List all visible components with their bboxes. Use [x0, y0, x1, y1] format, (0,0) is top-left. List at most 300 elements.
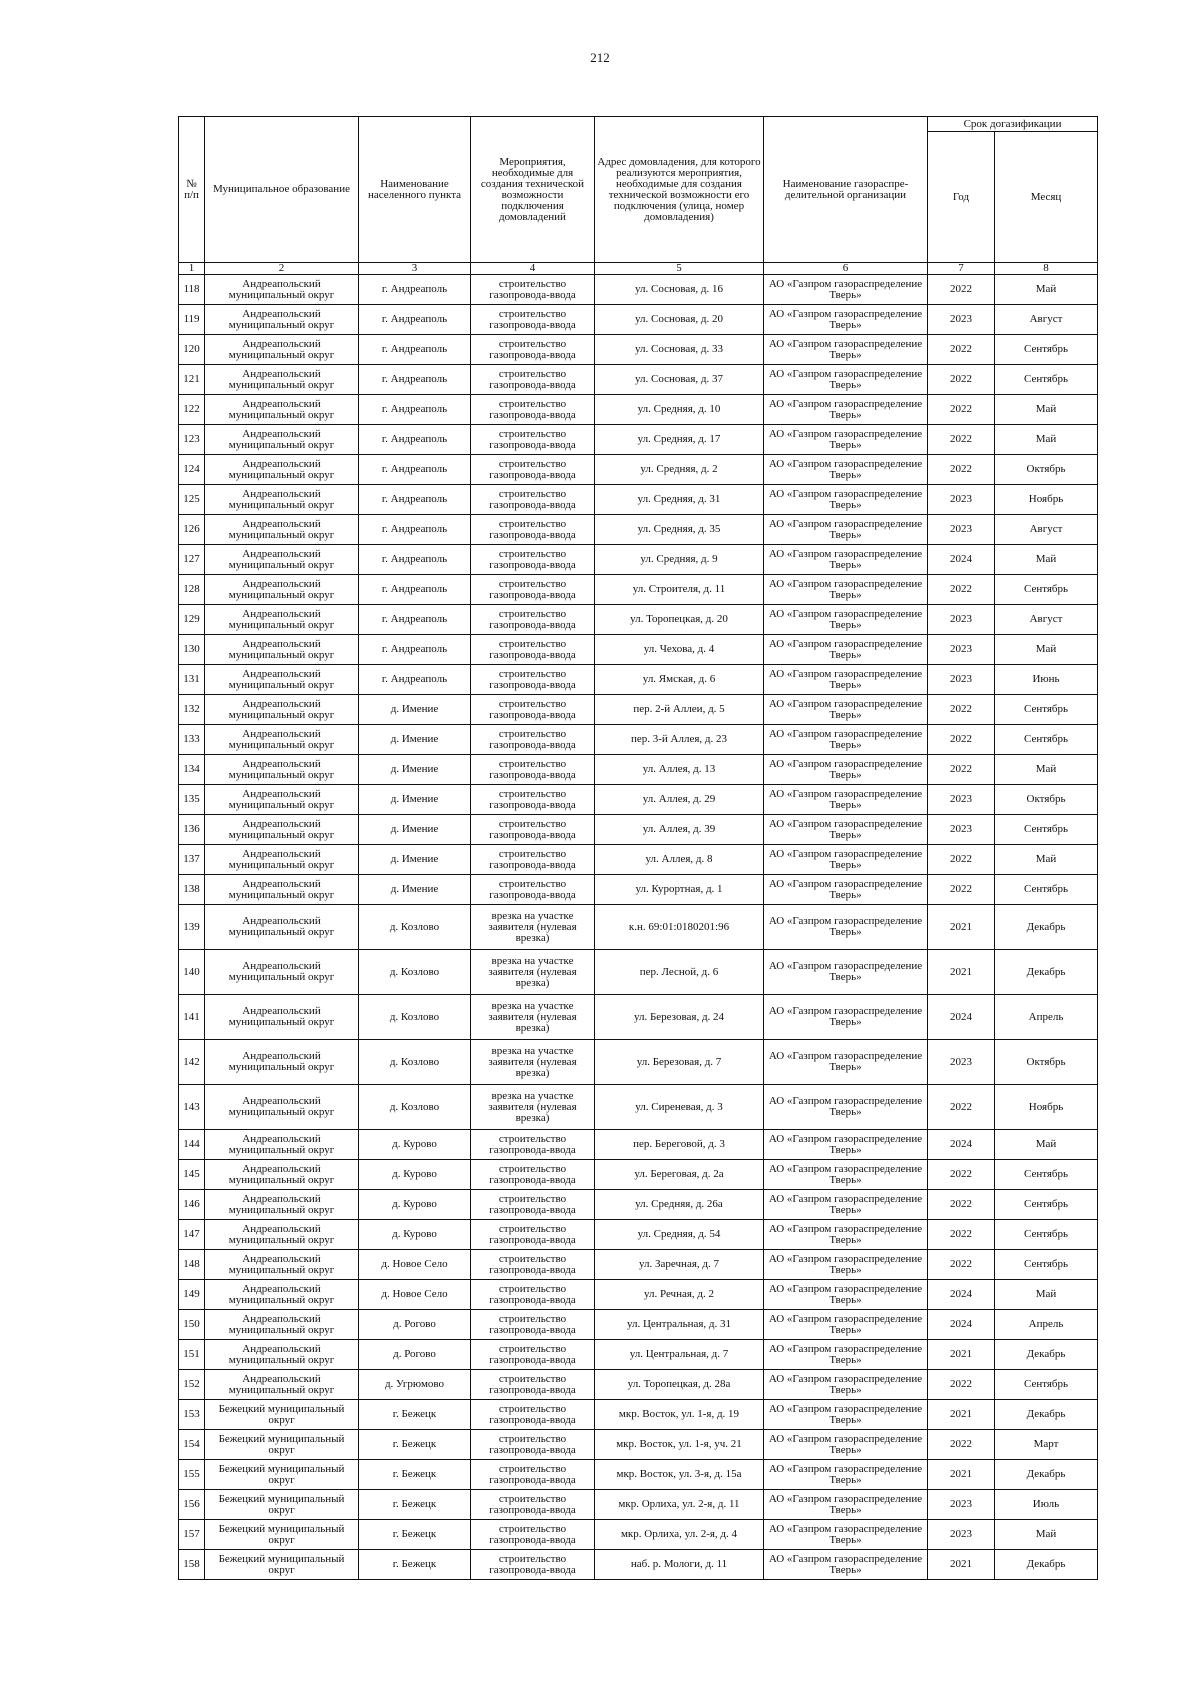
- address-cell: ул. Заречная, д. 7: [595, 1250, 764, 1280]
- month-cell: Октябрь: [995, 785, 1098, 815]
- table-row: [179, 1520, 1098, 1550]
- org-cell: АО «Газпром газораспределение Тверь»: [764, 1340, 928, 1370]
- table-row: [179, 1370, 1098, 1400]
- year-cell: 2022: [928, 365, 995, 395]
- works-cell: строительство газопровода-ввода: [471, 665, 595, 695]
- settlement-cell: г. Бежецк: [359, 1490, 471, 1520]
- address-cell: ул. Средняя, д. 35: [595, 515, 764, 545]
- table-row: [179, 725, 1098, 755]
- year-cell: 2023: [928, 305, 995, 335]
- month-cell: Май: [995, 425, 1098, 455]
- municipality-cell: Андреапольский муниципальный округ: [205, 1190, 359, 1220]
- org-cell: АО «Газпром газораспределение Тверь»: [764, 695, 928, 725]
- works-cell: строительство газопровода-ввода: [471, 785, 595, 815]
- table-row: [179, 1040, 1098, 1085]
- works-cell: строительство газопровода-ввода: [471, 1160, 595, 1190]
- works-cell: строительство газопровода-ввода: [471, 365, 595, 395]
- table-row: [179, 365, 1098, 395]
- settlement-cell: д. Имение: [359, 695, 471, 725]
- municipality-cell: Андреапольский муниципальный округ: [205, 1280, 359, 1310]
- municipality-cell: Андреапольский муниципальный округ: [205, 395, 359, 425]
- address-cell: мкр. Орлиха, ул. 2-я, д. 4: [595, 1520, 764, 1550]
- header-org: Наименование газораспре-делительной организации: [764, 117, 928, 263]
- year-cell: 2022: [928, 335, 995, 365]
- table-row: [179, 425, 1098, 455]
- municipality-cell: Андреапольский муниципальный округ: [205, 1220, 359, 1250]
- table-row: [179, 545, 1098, 575]
- municipality-cell: Андреапольский муниципальный округ: [205, 335, 359, 365]
- municipality-cell: Андреапольский муниципальный округ: [205, 995, 359, 1040]
- municipality-cell: Андреапольский муниципальный округ: [205, 515, 359, 545]
- row-number: 147: [179, 1220, 205, 1250]
- row-number: 140: [179, 950, 205, 995]
- table-row: [179, 1430, 1098, 1460]
- org-cell: АО «Газпром газораспределение Тверь»: [764, 425, 928, 455]
- settlement-cell: д. Козлово: [359, 995, 471, 1040]
- works-cell: строительство газопровода-ввода: [471, 635, 595, 665]
- address-cell: мкр. Восток, ул. 1-я, уч. 21: [595, 1430, 764, 1460]
- settlement-cell: г. Андреаполь: [359, 665, 471, 695]
- org-cell: АО «Газпром газораспределение Тверь»: [764, 1400, 928, 1430]
- month-cell: Июль: [995, 1490, 1098, 1520]
- org-cell: АО «Газпром газораспределение Тверь»: [764, 455, 928, 485]
- works-cell: строительство газопровода-ввода: [471, 1280, 595, 1310]
- month-cell: Сентябрь: [995, 1190, 1098, 1220]
- settlement-cell: д. Имение: [359, 755, 471, 785]
- settlement-cell: г. Бежецк: [359, 1400, 471, 1430]
- gasification-table: [178, 116, 1098, 1580]
- municipality-cell: Андреапольский муниципальный округ: [205, 1085, 359, 1130]
- settlement-cell: д. Имение: [359, 875, 471, 905]
- settlement-cell: д. Козлово: [359, 905, 471, 950]
- month-cell: Сентябрь: [995, 1250, 1098, 1280]
- row-number: 123: [179, 425, 205, 455]
- settlement-cell: г. Андреаполь: [359, 335, 471, 365]
- works-cell: врезка на участке заявителя (нулевая врезка): [471, 995, 595, 1040]
- org-cell: АО «Газпром газораспределение Тверь»: [764, 785, 928, 815]
- address-cell: ул. Аллея, д. 29: [595, 785, 764, 815]
- row-number: 149: [179, 1280, 205, 1310]
- month-cell: Сентябрь: [995, 815, 1098, 845]
- year-cell: 2021: [928, 1400, 995, 1430]
- year-cell: 2023: [928, 785, 995, 815]
- year-cell: 2022: [928, 725, 995, 755]
- year-cell: 2023: [928, 815, 995, 845]
- works-cell: врезка на участке заявителя (нулевая врезка): [471, 1040, 595, 1085]
- month-cell: Ноябрь: [995, 1085, 1098, 1130]
- header-settlement: Наименование населенного пункта: [359, 117, 471, 263]
- org-cell: АО «Газпром газораспределение Тверь»: [764, 1370, 928, 1400]
- row-number: 126: [179, 515, 205, 545]
- row-number: 130: [179, 635, 205, 665]
- column-number: 7: [928, 263, 995, 275]
- month-cell: Сентябрь: [995, 365, 1098, 395]
- settlement-cell: г. Бежецк: [359, 1460, 471, 1490]
- row-number: 122: [179, 395, 205, 425]
- address-cell: ул. Сосновая, д. 37: [595, 365, 764, 395]
- settlement-cell: д. Новое Село: [359, 1280, 471, 1310]
- table-header: [179, 117, 1098, 275]
- municipality-cell: Андреапольский муниципальный округ: [205, 815, 359, 845]
- month-cell: Май: [995, 545, 1098, 575]
- year-cell: 2022: [928, 755, 995, 785]
- row-number: 128: [179, 575, 205, 605]
- municipality-cell: Андреапольский муниципальный округ: [205, 1370, 359, 1400]
- works-cell: строительство газопровода-ввода: [471, 1250, 595, 1280]
- municipality-cell: Андреапольский муниципальный округ: [205, 425, 359, 455]
- month-cell: Сентябрь: [995, 875, 1098, 905]
- municipality-cell: Андреапольский муниципальный округ: [205, 1310, 359, 1340]
- settlement-cell: г. Бежецк: [359, 1430, 471, 1460]
- municipality-cell: Андреапольский муниципальный округ: [205, 1130, 359, 1160]
- municipality-cell: Андреапольский муниципальный округ: [205, 725, 359, 755]
- municipality-cell: Андреапольский муниципальный округ: [205, 950, 359, 995]
- works-cell: строительство газопровода-ввода: [471, 1550, 595, 1580]
- column-number: 5: [595, 263, 764, 275]
- row-number: 145: [179, 1160, 205, 1190]
- year-cell: 2022: [928, 875, 995, 905]
- year-cell: 2022: [928, 1190, 995, 1220]
- municipality-cell: Андреапольский муниципальный округ: [205, 665, 359, 695]
- month-cell: Декабрь: [995, 905, 1098, 950]
- works-cell: строительство газопровода-ввода: [471, 335, 595, 365]
- year-cell: 2024: [928, 1280, 995, 1310]
- row-number: 132: [179, 695, 205, 725]
- header-term-group: Срок догазификации: [928, 117, 1098, 132]
- org-cell: АО «Газпром газораспределение Тверь»: [764, 1520, 928, 1550]
- year-cell: 2023: [928, 515, 995, 545]
- address-cell: ул. Сиреневая, д. 3: [595, 1085, 764, 1130]
- year-cell: 2022: [928, 425, 995, 455]
- address-cell: ул. Чехова, д. 4: [595, 635, 764, 665]
- month-cell: Сентябрь: [995, 725, 1098, 755]
- year-cell: 2022: [928, 1160, 995, 1190]
- address-cell: ул. Средняя, д. 9: [595, 545, 764, 575]
- org-cell: АО «Газпром газораспределение Тверь»: [764, 1085, 928, 1130]
- settlement-cell: г. Андреаполь: [359, 485, 471, 515]
- year-cell: 2021: [928, 950, 995, 995]
- address-cell: ул. Средняя, д. 54: [595, 1220, 764, 1250]
- org-cell: АО «Газпром газораспределение Тверь»: [764, 1460, 928, 1490]
- year-cell: 2022: [928, 1430, 995, 1460]
- column-number: 2: [205, 263, 359, 275]
- settlement-cell: г. Андреаполь: [359, 365, 471, 395]
- month-cell: Май: [995, 755, 1098, 785]
- address-cell: наб. р. Мологи, д. 11: [595, 1550, 764, 1580]
- municipality-cell: Бежецкий муниципальный округ: [205, 1400, 359, 1430]
- year-cell: 2021: [928, 1550, 995, 1580]
- year-cell: 2022: [928, 695, 995, 725]
- settlement-cell: д. Угрюмово: [359, 1370, 471, 1400]
- address-cell: ул. Средняя, д. 2: [595, 455, 764, 485]
- address-cell: ул. Средняя, д. 31: [595, 485, 764, 515]
- row-number: 155: [179, 1460, 205, 1490]
- year-cell: 2023: [928, 485, 995, 515]
- settlement-cell: д. Рогово: [359, 1340, 471, 1370]
- row-number: 139: [179, 905, 205, 950]
- year-cell: 2021: [928, 905, 995, 950]
- month-cell: Август: [995, 305, 1098, 335]
- works-cell: строительство газопровода-ввода: [471, 725, 595, 755]
- settlement-cell: д. Рогово: [359, 1310, 471, 1340]
- address-cell: ул. Торопецкая, д. 28а: [595, 1370, 764, 1400]
- settlement-cell: д. Козлово: [359, 1040, 471, 1085]
- table-row: [179, 1490, 1098, 1520]
- month-cell: Ноябрь: [995, 485, 1098, 515]
- year-cell: 2024: [928, 1310, 995, 1340]
- row-number: 143: [179, 1085, 205, 1130]
- row-number: 137: [179, 845, 205, 875]
- municipality-cell: Андреапольский муниципальный округ: [205, 365, 359, 395]
- month-cell: Май: [995, 395, 1098, 425]
- year-cell: 2021: [928, 1460, 995, 1490]
- address-cell: ул. Строителя, д. 11: [595, 575, 764, 605]
- works-cell: строительство газопровода-ввода: [471, 485, 595, 515]
- page-number: 212: [590, 50, 610, 65]
- row-number: 152: [179, 1370, 205, 1400]
- month-cell: Май: [995, 1280, 1098, 1310]
- municipality-cell: Андреапольский муниципальный округ: [205, 1250, 359, 1280]
- year-cell: 2022: [928, 1370, 995, 1400]
- month-cell: Декабрь: [995, 1400, 1098, 1430]
- settlement-cell: д. Имение: [359, 845, 471, 875]
- works-cell: строительство газопровода-ввода: [471, 425, 595, 455]
- municipality-cell: Андреапольский муниципальный округ: [205, 455, 359, 485]
- org-cell: АО «Газпром газораспределение Тверь»: [764, 950, 928, 995]
- address-cell: ул. Березовая, д. 24: [595, 995, 764, 1040]
- month-cell: Декабрь: [995, 1460, 1098, 1490]
- address-cell: ул. Торопецкая, д. 20: [595, 605, 764, 635]
- table-row: [179, 515, 1098, 545]
- works-cell: строительство газопровода-ввода: [471, 1190, 595, 1220]
- table-row: [179, 815, 1098, 845]
- works-cell: строительство газопровода-ввода: [471, 575, 595, 605]
- municipality-cell: Андреапольский муниципальный округ: [205, 635, 359, 665]
- row-number: 131: [179, 665, 205, 695]
- address-cell: пер. 2-й Аллеи, д. 5: [595, 695, 764, 725]
- month-cell: Сентябрь: [995, 1220, 1098, 1250]
- table-row: [179, 875, 1098, 905]
- row-number: 124: [179, 455, 205, 485]
- table-row: [179, 1550, 1098, 1580]
- org-cell: АО «Газпром газораспределение Тверь»: [764, 605, 928, 635]
- table-row: [179, 950, 1098, 995]
- row-number: 158: [179, 1550, 205, 1580]
- table-row: [179, 575, 1098, 605]
- row-number: 148: [179, 1250, 205, 1280]
- year-cell: 2023: [928, 1040, 995, 1085]
- municipality-cell: Андреапольский муниципальный округ: [205, 575, 359, 605]
- column-number-row: [179, 263, 1098, 275]
- month-cell: Август: [995, 605, 1098, 635]
- table-row: [179, 1460, 1098, 1490]
- works-cell: строительство газопровода-ввода: [471, 1130, 595, 1160]
- settlement-cell: г. Андреаполь: [359, 425, 471, 455]
- works-cell: строительство газопровода-ввода: [471, 845, 595, 875]
- municipality-cell: Андреапольский муниципальный округ: [205, 305, 359, 335]
- row-number: 121: [179, 365, 205, 395]
- table-row: [179, 1310, 1098, 1340]
- month-cell: Сентябрь: [995, 695, 1098, 725]
- month-cell: Декабрь: [995, 1340, 1098, 1370]
- month-cell: Декабрь: [995, 1550, 1098, 1580]
- address-cell: пер. Лесной, д. 6: [595, 950, 764, 995]
- works-cell: строительство газопровода-ввода: [471, 755, 595, 785]
- month-cell: Апрель: [995, 1310, 1098, 1340]
- works-cell: строительство газопровода-ввода: [471, 1310, 595, 1340]
- org-cell: АО «Газпром газораспределение Тверь»: [764, 905, 928, 950]
- year-cell: 2023: [928, 665, 995, 695]
- works-cell: строительство газопровода-ввода: [471, 695, 595, 725]
- row-number: 150: [179, 1310, 205, 1340]
- address-cell: ул. Аллея, д. 13: [595, 755, 764, 785]
- org-cell: АО «Газпром газораспределение Тверь»: [764, 515, 928, 545]
- address-cell: ул. Березовая, д. 7: [595, 1040, 764, 1085]
- address-cell: ул. Аллея, д. 39: [595, 815, 764, 845]
- org-cell: АО «Газпром газораспределение Тверь»: [764, 845, 928, 875]
- table-row: [179, 1340, 1098, 1370]
- month-cell: Май: [995, 275, 1098, 305]
- table-row: [179, 755, 1098, 785]
- table-row: [179, 1220, 1098, 1250]
- org-cell: АО «Газпром газораспределение Тверь»: [764, 1190, 928, 1220]
- address-cell: ул. Сосновая, д. 33: [595, 335, 764, 365]
- row-number: 156: [179, 1490, 205, 1520]
- municipality-cell: Андреапольский муниципальный округ: [205, 605, 359, 635]
- table-row: [179, 395, 1098, 425]
- row-number: 129: [179, 605, 205, 635]
- works-cell: строительство газопровода-ввода: [471, 1490, 595, 1520]
- org-cell: АО «Газпром газораспределение Тверь»: [764, 545, 928, 575]
- settlement-cell: г. Андреаполь: [359, 275, 471, 305]
- row-number: 135: [179, 785, 205, 815]
- header-no: № п/п: [179, 117, 205, 263]
- table-row: [179, 275, 1098, 305]
- month-cell: Декабрь: [995, 950, 1098, 995]
- year-cell: 2023: [928, 635, 995, 665]
- org-cell: АО «Газпром газораспределение Тверь»: [764, 1310, 928, 1340]
- org-cell: АО «Газпром газораспределение Тверь»: [764, 875, 928, 905]
- municipality-cell: Бежецкий муниципальный округ: [205, 1520, 359, 1550]
- row-number: 154: [179, 1430, 205, 1460]
- settlement-cell: д. Имение: [359, 725, 471, 755]
- table-row: [179, 1085, 1098, 1130]
- works-cell: строительство газопровода-ввода: [471, 605, 595, 635]
- works-cell: строительство газопровода-ввода: [471, 1220, 595, 1250]
- address-cell: пер. Береговой, д. 3: [595, 1130, 764, 1160]
- month-cell: Май: [995, 1520, 1098, 1550]
- month-cell: Июнь: [995, 665, 1098, 695]
- settlement-cell: д. Козлово: [359, 1085, 471, 1130]
- org-cell: АО «Газпром газораспределение Тверь»: [764, 1280, 928, 1310]
- row-number: 125: [179, 485, 205, 515]
- row-number: 118: [179, 275, 205, 305]
- column-number: 3: [359, 263, 471, 275]
- year-cell: 2022: [928, 1220, 995, 1250]
- table-row: [179, 845, 1098, 875]
- works-cell: врезка на участке заявителя (нулевая врезка): [471, 950, 595, 995]
- municipality-cell: Андреапольский муниципальный округ: [205, 1160, 359, 1190]
- row-number: 153: [179, 1400, 205, 1430]
- row-number: 142: [179, 1040, 205, 1085]
- table-row: [179, 305, 1098, 335]
- year-cell: 2021: [928, 1340, 995, 1370]
- header-year: Год: [928, 132, 995, 263]
- address-cell: ул. Курортная, д. 1: [595, 875, 764, 905]
- settlement-cell: д. Курово: [359, 1130, 471, 1160]
- works-cell: строительство газопровода-ввода: [471, 1340, 595, 1370]
- row-number: 120: [179, 335, 205, 365]
- address-cell: ул. Сосновая, д. 16: [595, 275, 764, 305]
- settlement-cell: г. Андреаполь: [359, 635, 471, 665]
- month-cell: Август: [995, 515, 1098, 545]
- address-cell: ул. Центральная, д. 31: [595, 1310, 764, 1340]
- address-cell: ул. Средняя, д. 10: [595, 395, 764, 425]
- org-cell: АО «Газпром газораспределение Тверь»: [764, 725, 928, 755]
- year-cell: 2024: [928, 1130, 995, 1160]
- table-row: [179, 1130, 1098, 1160]
- works-cell: строительство газопровода-ввода: [471, 1400, 595, 1430]
- year-cell: 2022: [928, 845, 995, 875]
- year-cell: 2022: [928, 275, 995, 305]
- table-row: [179, 635, 1098, 665]
- table-row: [179, 1280, 1098, 1310]
- org-cell: АО «Газпром газораспределение Тверь»: [764, 1490, 928, 1520]
- org-cell: АО «Газпром газораспределение Тверь»: [764, 1220, 928, 1250]
- settlement-cell: д. Козлово: [359, 950, 471, 995]
- year-cell: 2022: [928, 575, 995, 605]
- settlement-cell: д. Курово: [359, 1220, 471, 1250]
- address-cell: к.н. 69:01:0180201:96: [595, 905, 764, 950]
- works-cell: строительство газопровода-ввода: [471, 1520, 595, 1550]
- month-cell: Май: [995, 1130, 1098, 1160]
- header-works: Мероприятия, необходимые для создания технической возможности подключения домовладений: [471, 117, 595, 263]
- table-row: [179, 905, 1098, 950]
- month-cell: Октябрь: [995, 455, 1098, 485]
- header-municipality: Муниципальное образование: [205, 117, 359, 263]
- row-number: 133: [179, 725, 205, 755]
- works-cell: строительство газопровода-ввода: [471, 455, 595, 485]
- address-cell: ул. Ямская, д. 6: [595, 665, 764, 695]
- org-cell: АО «Газпром газораспределение Тверь»: [764, 635, 928, 665]
- works-cell: строительство газопровода-ввода: [471, 1430, 595, 1460]
- table-row: [179, 695, 1098, 725]
- address-cell: ул. Средняя, д. 26а: [595, 1190, 764, 1220]
- column-number: 1: [179, 263, 205, 275]
- row-number: 119: [179, 305, 205, 335]
- works-cell: строительство газопровода-ввода: [471, 1460, 595, 1490]
- settlement-cell: д. Курово: [359, 1160, 471, 1190]
- year-cell: 2022: [928, 455, 995, 485]
- table-row: [179, 1250, 1098, 1280]
- row-number: 157: [179, 1520, 205, 1550]
- org-cell: АО «Газпром газораспределение Тверь»: [764, 1160, 928, 1190]
- works-cell: строительство газопровода-ввода: [471, 515, 595, 545]
- address-cell: мкр. Восток, ул. 3-я, д. 15а: [595, 1460, 764, 1490]
- address-cell: ул. Аллея, д. 8: [595, 845, 764, 875]
- year-cell: 2023: [928, 1520, 995, 1550]
- row-number: 141: [179, 995, 205, 1040]
- settlement-cell: д. Имение: [359, 815, 471, 845]
- row-number: 146: [179, 1190, 205, 1220]
- address-cell: ул. Средняя, д. 17: [595, 425, 764, 455]
- org-cell: АО «Газпром газораспределение Тверь»: [764, 1550, 928, 1580]
- month-cell: Апрель: [995, 995, 1098, 1040]
- settlement-cell: д. Новое Село: [359, 1250, 471, 1280]
- month-cell: Октябрь: [995, 1040, 1098, 1085]
- row-number: 134: [179, 755, 205, 785]
- row-number: 144: [179, 1130, 205, 1160]
